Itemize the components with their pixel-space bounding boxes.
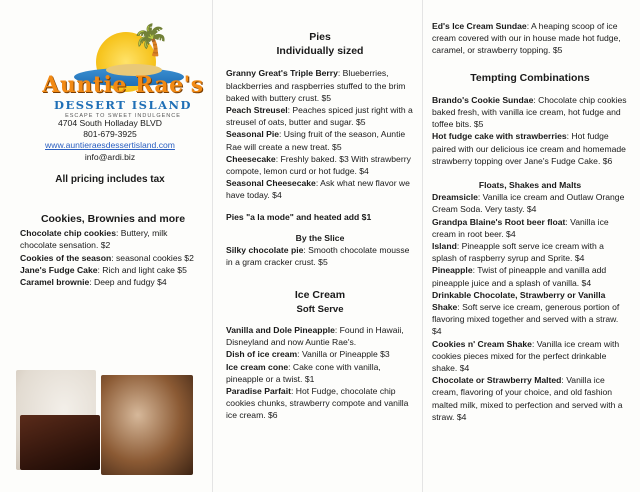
by-slice-title: By the Slice — [295, 232, 345, 243]
menu-item-desc: : Twist of pineapple and vanilla add pineapple juice and a splash of vanilla. $4 — [432, 265, 607, 288]
combos-list — [432, 94, 628, 167]
menu-item-name: Seasonal Cheesecake — [226, 178, 316, 189]
menu-item-name: Cheesecake — [226, 153, 276, 164]
menu-item — [226, 177, 414, 201]
menu-item — [432, 240, 628, 264]
menu-item-name: Brando's Cookie Sundae — [432, 94, 534, 105]
menu-item-name: Peach Streusel — [226, 104, 288, 115]
menu-item-name: Vanilla and Dole Pineapple — [226, 325, 335, 336]
menu-item-name: Hot fudge cake with strawberries — [432, 131, 567, 142]
menu-item-desc: : Deep and fudgy $4 — [89, 276, 167, 287]
menu-item — [226, 324, 414, 348]
sundae-item — [432, 20, 628, 57]
cookies-list — [20, 227, 206, 288]
menu-item — [432, 264, 628, 288]
menu-item-desc: : Vanilla ice cream in root beer. $4 — [432, 216, 609, 239]
menu-item-name: Cookies n' Cream Shake — [432, 338, 532, 349]
phone: 801-679-3925 — [83, 129, 137, 140]
menu-item — [432, 130, 628, 167]
brownie-photo — [20, 415, 100, 470]
menu-item-desc: : Chocolate chip cookies baked fresh, with vanilla ice cream, hot fudge and toffee bits. $5 — [432, 94, 627, 130]
email: info@ardi.biz — [84, 151, 136, 162]
dessert-photos — [6, 340, 196, 480]
menu-item-desc: : Vanilla ice cream with cookies pieces mixed for the perfect drinkable shake. $4 — [432, 338, 620, 374]
page-fold-right — [422, 0, 423, 492]
menu-item-name: Island — [432, 241, 457, 252]
menu-item — [20, 227, 206, 251]
menu-item-desc: : Peaches spiced just right with a streusel of oats, butter and sugar. $5 — [226, 104, 413, 128]
menu-item-desc: : Soft serve ice cream, generous portion of flavoring mixed together and served with a straw. $4 — [432, 302, 620, 337]
menu-item-name: Jane's Fudge Cake — [20, 264, 98, 275]
menu-item-name: Granny Great's Triple Berry — [226, 68, 338, 79]
pies-title: Pies — [309, 31, 331, 43]
menu-item — [226, 348, 414, 360]
column-pies — [226, 0, 414, 492]
floats-title: Floats, Shakes and Malts — [478, 180, 582, 190]
menu-item — [20, 252, 206, 264]
pies-list — [226, 67, 414, 201]
menu-item-name: Paradise Parfait — [226, 386, 291, 397]
menu-item-desc: : Hot fudge paired with our delicious ice cream and homemade strawberry topping over Jane's Fudge Cake. $6 — [432, 131, 626, 166]
sundae-desc: : A heaping scoop of ice cream covered with our in house made hot fudge, caramel, or strawberry topping. $5 — [432, 21, 621, 56]
menu-item — [226, 67, 414, 104]
menu-item — [432, 374, 628, 423]
menu-item-desc: : Blueberries, blackberries and raspberries stuffed to the brim baked with buttery crust. $5 — [226, 68, 406, 103]
cookies-title: Cookies, Brownies and more — [40, 213, 186, 225]
ice-cream-list — [226, 324, 414, 422]
tax-note: All pricing includes tax — [55, 174, 165, 185]
sundae-photo — [101, 375, 193, 475]
website-link[interactable]: www.auntieraesdessertisland.com — [45, 140, 175, 151]
menu-item — [226, 104, 414, 128]
sundae-name: Ed's Ice Cream Sundae — [432, 21, 527, 31]
page-fold-left — [212, 0, 213, 492]
menu-item — [226, 128, 414, 152]
pies-subtitle: Individually sized — [276, 45, 364, 58]
logo-name: Auntie Rae's — [42, 72, 204, 98]
menu-item-name: Chocolate or Strawberry Malted — [432, 375, 562, 386]
menu-item-desc: : Ask what new flavor we have today. $4 — [226, 178, 410, 201]
combos-title: Tempting Combinations — [470, 71, 590, 84]
menu-item-name: Caramel brownie — [20, 276, 90, 287]
menu-item-name: Silky chocolate pie — [226, 244, 304, 255]
menu-item-desc: : Rich and light cake $5 — [97, 264, 187, 275]
menu-item-name: Cookies of the season — [20, 252, 112, 263]
column-combos — [432, 0, 628, 492]
menu-item-name: Grandpa Blaine's Root beer float — [432, 216, 566, 227]
menu-item-desc: : Buttery, milk chocolate sensation. $2 — [20, 228, 168, 251]
a-la-mode-note: Pies "a la mode" and heated add $1 — [226, 211, 372, 222]
soft-serve-title: Soft Serve — [296, 303, 344, 315]
menu-item-desc: : seasonal cookies $2 — [111, 252, 194, 263]
ice-cream-title: Ice Cream — [294, 289, 346, 302]
menu-item-name: Pineapple — [432, 265, 473, 276]
menu-item-name: Drinkable Chocolate, Strawberry or Vanilla Shake — [432, 289, 606, 313]
menu-item-name: Dish of ice cream — [226, 349, 298, 360]
menu-item — [226, 361, 414, 385]
menu-item-desc: : Vanilla or Pineapple $3 — [297, 349, 390, 360]
cookies-section — [20, 212, 206, 288]
address: 4704 South Holladay BLVD — [58, 118, 162, 128]
menu-item-desc: : Using fruit of the season, Auntie Rae will create a new treat. $5 — [226, 129, 406, 152]
menu-item — [432, 216, 628, 240]
menu-item — [432, 94, 628, 131]
menu-item-name: Dreamsicle — [432, 192, 478, 203]
palm-tree-icon: 🌴 — [132, 24, 170, 57]
slice-list — [226, 244, 414, 268]
menu-item-name: Ice cream cone — [226, 361, 289, 372]
menu-item — [20, 264, 206, 276]
menu-item-desc: : Found in Hawaii, Disneyland and now Auntie Rae's. — [226, 325, 404, 348]
menu-item — [226, 385, 414, 422]
menu-item-desc: : Vanilla ice cream and Outlaw Orange Cream Soda. Very tasty. $4 — [432, 192, 625, 215]
menu-item-desc: : Cake cone with vanilla, pineapple or a twist. $1 — [226, 361, 381, 384]
menu-item-desc: : Pineapple soft serve ice cream with a splash of raspberry syrup and Sprite. $4 — [432, 241, 604, 264]
menu-item — [20, 276, 206, 288]
menu-item — [432, 191, 628, 215]
logo-subtitle: DESSERT ISLAND — [54, 98, 192, 112]
logo-tagline: ESCAPE TO SWEET INDULGENCE — [65, 113, 181, 119]
contact-block — [20, 118, 200, 163]
menu-item — [226, 153, 414, 177]
menu-item-desc: : Freshly baked. $3 With strawberry compote, lemon curd or hot fudge. $4 — [226, 153, 411, 176]
floats-list — [432, 191, 628, 423]
menu-item-desc: : Hot Fudge, chocolate chip cookies chunks, strawberry compote and vanilla ice cream. $6 — [226, 386, 409, 421]
menu-item-name: Chocolate chip cookies — [20, 228, 116, 239]
menu-item — [432, 289, 628, 338]
brand-logo — [14, 24, 204, 124]
menu-item-desc: : Vanilla ice cream, flavoring of your choice, and old fashion malted milk, mixed to perfection and served with a straw. $4 — [432, 375, 623, 422]
menu-item-desc: : Smooth chocolate mousse in a gram cracker crust. $5 — [226, 244, 410, 268]
menu-item-name: Seasonal Pie — [226, 129, 280, 140]
menu-item — [432, 338, 628, 375]
menu-item — [226, 244, 414, 268]
